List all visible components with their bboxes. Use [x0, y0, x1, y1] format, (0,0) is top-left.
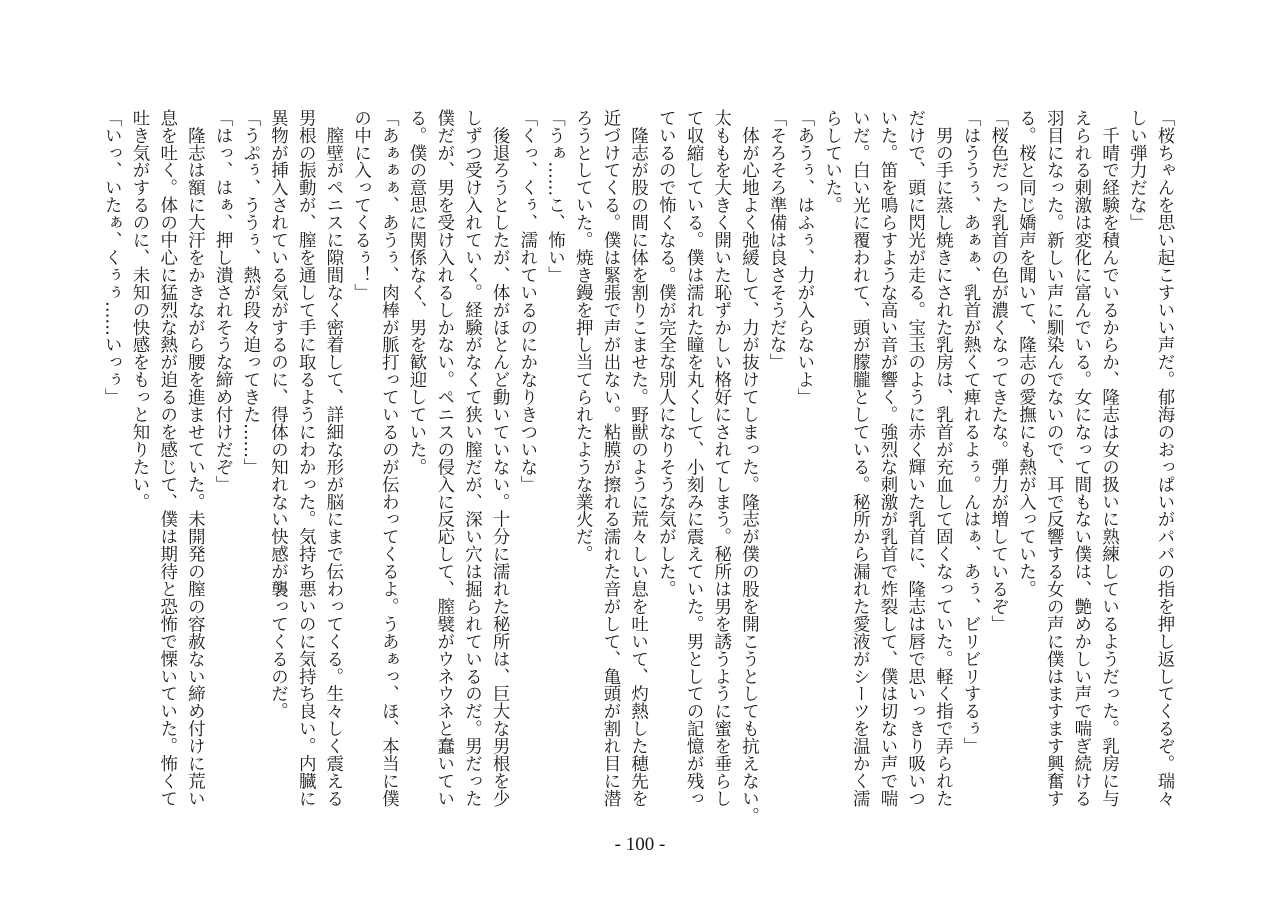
text-column: 男の手に蒸し焼きにされた乳房は、乳首が充血して固くなっていた。軽く指で弄られた: [932, 109, 953, 807]
text-column: 「桜色だった乳首の色が濃くなってきたな。弾力が増しているぞ」: [987, 109, 1008, 633]
text-column: だけで、頭に閃光が走る。宝玉のように赤く輝いた乳首に、隆志は唇で思いっきり吸いつ: [904, 109, 925, 807]
text-column: 隆志が股の間に体を割りこませた。野獣のように荒々しい息を吐いて、灼熱した穂先を: [627, 109, 648, 807]
text-column: 「うぷぅ、ううぅ、熱が段々迫ってきた……」: [239, 109, 260, 476]
text-column: 「はっ、はぁ、押し潰されそうな締め付けだぞ」: [212, 109, 233, 493]
text-column: 膣壁がペニスに隙間なく密着して、詳細な形が脳にまで伝わってくる。生々しく震える: [322, 109, 343, 807]
text-column: 僕だが、男を受け入れるしかない。ペニスの侵入に反応して、膣襞がウネウネと蠢いてい: [433, 109, 454, 807]
text-column: しずつ受け入れていく。経験がなくて狭い膣だが、深い穴は掘られているのだ。男だった: [461, 109, 482, 807]
text-column: 息を吐く。体の中心に猛烈な熱が迫るのを感じて、僕は期待と恐怖で慄いていた。怖くて: [156, 109, 177, 807]
text-column: 「桜ちゃんを思い起こすいい声だ。郁海のおっぱいがパパの指を押し返してくるぞ。瑞々: [1154, 109, 1174, 807]
page-number: - 100 -: [614, 834, 666, 855]
text-column: 「あうぅ、はふぅ、力が入らないよ」: [793, 109, 814, 406]
text-column: の中に入ってくるぅ！」: [350, 109, 371, 301]
text-column: えられる刺激は変化に富んでいる。女になって間もない僕は、艶めかしい声で喘ぎ続ける: [1070, 109, 1091, 807]
text-column: 男根の振動が、膣を通して手に取るようにわかった。気持ち悪いのに気持ち良い。内臓に: [295, 109, 316, 807]
text-column: て収縮している。僕は濡れた瞳を丸くして、小刻みに震えていた。男としての記憶が残っ: [683, 109, 704, 807]
text-column: 体が心地よく弛緩して、力が抜けてしまった。隆志が僕の股を開こうとしても抗えない。: [738, 109, 759, 825]
text-column: 吐き気がするのに、未知の快感をもっと知りたい。: [128, 109, 149, 511]
text-column: 太ももを大きく開いた恥ずかしい格好にされてしまう。秘所は男を誘うように蜜を垂らし: [710, 109, 731, 807]
text-column: いだ。白い光に覆われて、頭が朦朧としている。秘所から漏れた愛液がシーツを温かく濡: [849, 109, 870, 807]
vertical-text-body: [97, 109, 1177, 825]
text-column: 「あぁぁぁ、あうぅ、肉棒が脈打っているのが伝わってくるよ。うあぁっ、ほ、本当に僕: [378, 109, 399, 807]
text-column: 千晴で経験を積んでいるからか、隆志は女の扱いに熟練しているようだった。乳房に与: [1098, 109, 1119, 807]
text-column: 「はううぅ、あぁぁ、乳首が熱くて痺れるよぅ。んはぁ、あぅ、ビリビリするぅ」: [960, 109, 981, 755]
text-column: ろうとしていた。焼き鏝を押し当てられたような業火だ。: [572, 109, 593, 563]
text-column: 「くっ、くぅ、濡れているのにかなりきついな」: [516, 109, 537, 493]
text-column: 「そろそろ準備は良さそうだな」: [766, 109, 787, 371]
text-column: いた。笛を鳴らすような高い音が響く。強烈な刺激が乳首で炸裂して、僕は切ない声で喘: [876, 109, 897, 807]
text-column: 隆志は額に大汗をかきながら腰を進ませていた。未開発の膣の容赦ない締め付けに荒い: [184, 109, 205, 807]
text-column: 異物が挿入されている気がするのに、得体の知れない快感が襲ってくるのだ。: [267, 109, 288, 720]
text-column: 後退ろうとしたが、体がほとんど動いていない。十分に濡れた秘所は、巨大な男根を少: [489, 109, 510, 807]
text-column: 「うぁ……こ、怖い」: [544, 109, 565, 284]
text-column: る。桜と同じ嬌声を聞いて、隆志の愛撫にも熱が入っていた。: [1015, 109, 1036, 598]
text-column: る。僕の意思に関係なく、男を歓迎していた。: [406, 109, 427, 476]
text-column: らしていた。: [821, 109, 842, 214]
text-column: 近づけてくる。僕は緊張で声が出ない。粘膜が擦れる濡れた音がして、亀頭が割れ目に潜: [599, 109, 620, 807]
text-column: 羽目になった。新しい声に馴染んでないので、耳で反響する女の声に僕はますます興奮す: [1043, 109, 1064, 808]
text-column: しい弾力だな」: [1126, 109, 1147, 232]
text-column: 「いっ、いたぁ、くぅぅ……いっぅ」: [101, 109, 122, 406]
text-column: ているので怖くなる。僕が完全な別人になりそうな気がした。: [655, 109, 676, 598]
